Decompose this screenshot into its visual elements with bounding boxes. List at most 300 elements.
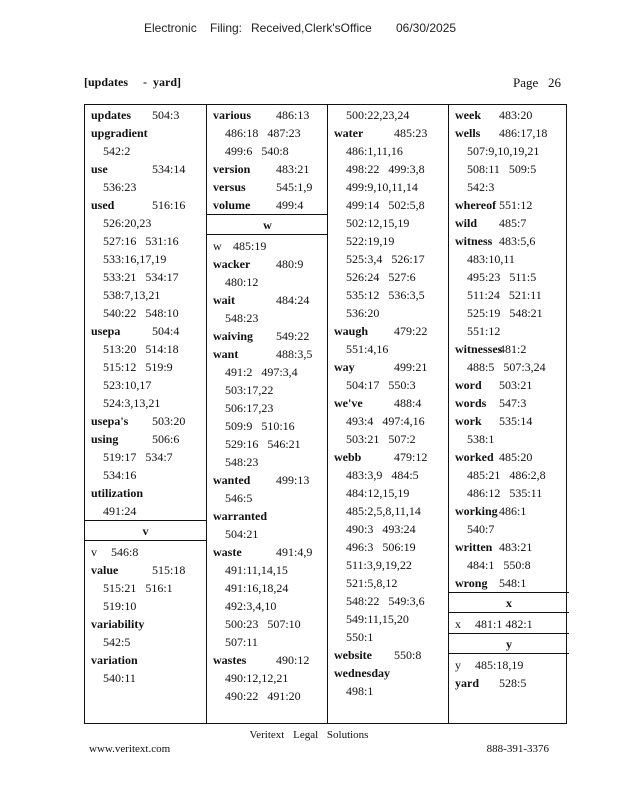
- index-reference: 525:19 548:21: [467, 306, 543, 320]
- index-reference: 511:24 521:11: [467, 288, 542, 302]
- index-entry: [207, 195, 328, 213]
- index-term: wrong: [455, 576, 488, 590]
- index-entry: [207, 632, 328, 650]
- index-entry: [449, 555, 569, 573]
- index-entry: [328, 555, 449, 573]
- index-term: versus: [213, 180, 246, 194]
- index-reference: 490:12,12,21: [225, 671, 289, 685]
- index-reference: 484:1 550:8: [467, 558, 531, 572]
- index-entry: [85, 483, 206, 501]
- index-term: webb: [334, 450, 362, 464]
- index-reference: 546:8: [111, 545, 139, 559]
- index-reference: 483:10,11: [467, 252, 515, 266]
- index-reference: 496:3 506:19: [346, 540, 416, 554]
- index-reference: 521:5,8,12: [346, 576, 398, 590]
- index-entry: [207, 686, 328, 704]
- index-entry: [207, 123, 328, 141]
- index-reference: 527:16 531:16: [103, 234, 179, 248]
- index-entry: [85, 542, 206, 560]
- index-reference: 516:16: [152, 198, 186, 212]
- index-entry: [207, 488, 328, 506]
- index-reference: 533:21 534:17: [103, 270, 179, 284]
- index-entry: [85, 141, 206, 159]
- index-entry: [85, 177, 206, 195]
- index-entry: [85, 213, 206, 231]
- index-reference: 499:9,10,11,14: [346, 180, 418, 194]
- index-entry: [207, 596, 328, 614]
- index-term: utilization: [91, 486, 144, 500]
- index-reference: 483:21: [276, 162, 310, 176]
- index-term: want: [213, 347, 239, 361]
- index-term: wait: [213, 293, 235, 307]
- index-term: way: [334, 360, 355, 374]
- index-term: website: [334, 648, 372, 662]
- index-term: word: [455, 378, 482, 392]
- index-entry: [449, 411, 569, 429]
- index-entry: [449, 429, 569, 447]
- index-entry: [328, 105, 449, 123]
- index-entry: [85, 285, 206, 303]
- index-entry: [449, 267, 569, 285]
- index-entry: [85, 411, 206, 429]
- index-entry: [449, 614, 569, 632]
- index-entry: [449, 141, 569, 159]
- index-entry: [207, 159, 328, 177]
- index-reference: 486:1,11,16: [346, 144, 403, 158]
- index-reference: 545:1,9: [276, 180, 313, 194]
- index-entry: [328, 393, 449, 411]
- index-entry: [207, 560, 328, 578]
- index-reference: 480:9: [276, 257, 304, 271]
- index-term: whereof: [455, 198, 497, 212]
- filing-electronic: Electronic: [144, 21, 197, 35]
- index-term: wild: [455, 216, 478, 230]
- index-reference: 490:22 491:20: [225, 689, 301, 703]
- index-reference: 549:11,15,20: [346, 612, 409, 626]
- index-entry: [207, 141, 328, 159]
- index-reference: 540:7: [467, 522, 495, 536]
- index-entry: [85, 267, 206, 285]
- index-term: usepa: [91, 324, 121, 338]
- index-reference: 515:18: [152, 563, 186, 577]
- index-entry: [328, 465, 449, 483]
- index-reference: 504:4: [152, 324, 180, 338]
- index-reference: 529:16 546:21: [225, 437, 301, 451]
- footer-company: Veritext Legal Solutions: [249, 729, 369, 741]
- index-reference: 526:24 527:6: [346, 270, 416, 284]
- index-entry: [328, 501, 449, 519]
- index-entry: [449, 231, 569, 249]
- index-entry: [207, 254, 328, 272]
- index-entry: [85, 105, 206, 123]
- index-entry: [85, 123, 206, 141]
- index-entry: [85, 650, 206, 668]
- page-number: Page 26: [513, 75, 562, 90]
- index-term: words: [455, 396, 487, 410]
- index-reference: 485:21 486:2,8: [467, 468, 546, 482]
- index-entry: [85, 429, 206, 447]
- index-entry: [85, 560, 206, 578]
- index-entry: [449, 447, 569, 465]
- index-reference: 492:3,4,10: [225, 599, 277, 613]
- index-entry: [449, 537, 569, 555]
- index-entry: [328, 645, 449, 663]
- index-entry: [328, 447, 449, 465]
- index-entry: [85, 501, 206, 519]
- index-entry: [85, 249, 206, 267]
- index-entry: [449, 393, 569, 411]
- index-reference: 485:2,5,8,11,14: [346, 504, 421, 518]
- index-entry: [207, 308, 328, 326]
- index-column-1: [85, 105, 206, 723]
- index-entry: [328, 249, 449, 267]
- index-entry: [85, 375, 206, 393]
- index-entry: [207, 362, 328, 380]
- index-term: use: [91, 162, 108, 176]
- index-reference: 479:22: [394, 324, 428, 338]
- filing-label: Filing:: [210, 21, 243, 35]
- index-reference: 506:17,23: [225, 401, 274, 415]
- index-entry: [449, 177, 569, 195]
- index-entry: [449, 655, 569, 673]
- index-reference: 524:3,13,21: [103, 396, 161, 410]
- index-entry: [207, 524, 328, 542]
- index-entry: [328, 537, 449, 555]
- index-entry: [207, 614, 328, 632]
- index-reference: 499:13: [276, 473, 310, 487]
- index-reference: 486:12 535:11: [467, 486, 543, 500]
- index-reference: 490:3 493:24: [346, 522, 416, 536]
- index-reference: 485:23: [394, 126, 428, 140]
- index-entry: [328, 285, 449, 303]
- index-entry: [207, 398, 328, 416]
- index-term: wastes: [213, 653, 247, 667]
- index-reference: 490:12: [276, 653, 310, 667]
- index-entry: [449, 501, 569, 519]
- index-term: waiving: [213, 329, 254, 343]
- index-entry: [449, 213, 569, 231]
- index-term: value: [91, 563, 119, 577]
- index-reference: 523:10,17: [103, 378, 152, 392]
- index-reference: 503:20: [152, 414, 186, 428]
- index-entry: [449, 123, 569, 141]
- index-reference: 508:11 509:5: [467, 162, 537, 176]
- index-term: warranted: [213, 509, 267, 523]
- index-term: v: [91, 545, 97, 559]
- index-entry: [207, 650, 328, 668]
- index-entry: [85, 614, 206, 632]
- index-reference: 488:4: [394, 396, 422, 410]
- index-entry: [85, 321, 206, 339]
- index-reference: 551:4,16: [346, 342, 389, 356]
- index-reference: 506:6: [152, 432, 180, 446]
- index-reference: 504:17 550:3: [346, 378, 416, 392]
- index-reference: 499:4: [276, 198, 304, 212]
- index-reference: 504:3: [152, 108, 180, 122]
- index-reference: 488:3,5: [276, 347, 313, 361]
- index-reference: 491:11,14,15: [225, 563, 288, 577]
- index-reference: 483:5,6: [499, 234, 536, 248]
- index-reference: 535:14: [499, 414, 533, 428]
- index-reference: 533:16,17,19: [103, 252, 167, 266]
- index-reference: 486:17,18: [499, 126, 548, 140]
- index-reference: 498:1: [346, 684, 374, 698]
- index-entry: [449, 285, 569, 303]
- index-column-3: [327, 105, 449, 723]
- index-reference: 528:5: [499, 676, 527, 690]
- index-reference: 495:23 511:5: [467, 270, 537, 284]
- index-reference: 515:21 516:1: [103, 581, 173, 595]
- index-term: version: [213, 162, 251, 176]
- index-entry: [85, 159, 206, 177]
- index-reference: 483:3,9 484:5: [346, 468, 419, 482]
- index-reference: 536:20: [346, 306, 380, 320]
- letter-divider: v: [85, 520, 206, 541]
- index-entry: [85, 231, 206, 249]
- index-entry: [328, 357, 449, 375]
- index-term: working: [455, 504, 498, 518]
- index-entry: [207, 380, 328, 398]
- index-reference: 548:22 549:3,6: [346, 594, 425, 608]
- index-entry: [85, 465, 206, 483]
- index-entry: [449, 357, 569, 375]
- index-entry: [85, 632, 206, 650]
- index-term: water: [334, 126, 364, 140]
- index-entry: [449, 105, 569, 123]
- index-reference: 542:3: [467, 180, 495, 194]
- index-reference: 507:9,10,19,21: [467, 144, 540, 158]
- index-reference: 491:4,9: [276, 545, 313, 559]
- index-term: yard: [455, 676, 479, 690]
- index-entry: [328, 123, 449, 141]
- index-entry: [328, 267, 449, 285]
- letter-divider: w: [207, 214, 328, 235]
- index-reference: 491:24: [103, 504, 137, 518]
- index-entry: [449, 465, 569, 483]
- index-entry: [328, 195, 449, 213]
- index-reference: 536:23: [103, 180, 137, 194]
- index-reference: 503:17,22: [225, 383, 274, 397]
- index-reference: 546:5: [225, 491, 253, 505]
- index-entry: [449, 321, 569, 339]
- index-entry: [328, 627, 449, 645]
- index-term: variation: [91, 653, 138, 667]
- index-reference: 481:1 482:1: [475, 617, 533, 631]
- index-reference: 479:12: [394, 450, 428, 464]
- index-reference: 507:11: [225, 635, 258, 649]
- index-entry: [449, 339, 569, 357]
- word-index-table: [84, 104, 567, 724]
- index-entry: [328, 339, 449, 357]
- index-reference: 542:5: [103, 635, 131, 649]
- index-term: waugh: [334, 324, 369, 338]
- index-reference: 503:21 507:2: [346, 432, 416, 446]
- index-reference: 480:12: [225, 275, 259, 289]
- index-reference: 500:23 507:10: [225, 617, 301, 631]
- index-reference: 499:6 540:8: [225, 144, 289, 158]
- index-entry: [207, 272, 328, 290]
- index-entry: [449, 303, 569, 321]
- index-reference: 534:14: [152, 162, 186, 176]
- index-reference: 548:23: [225, 455, 259, 469]
- index-range: [updates - yard]: [84, 75, 182, 89]
- index-entry: [328, 411, 449, 429]
- index-term: worked: [455, 450, 494, 464]
- index-reference: 491:2 497:3,4: [225, 365, 298, 379]
- index-reference: 535:12 536:3,5: [346, 288, 425, 302]
- index-entry: [328, 375, 449, 393]
- index-reference: 483:21: [499, 540, 533, 554]
- index-reference: 486:13: [276, 108, 310, 122]
- letter-divider: y: [449, 633, 569, 654]
- index-term: waste: [213, 545, 242, 559]
- index-reference: 550:8: [394, 648, 422, 662]
- index-entry: [207, 434, 328, 452]
- index-term: we've: [334, 396, 363, 410]
- index-reference: 503:21: [499, 378, 533, 392]
- index-entry: [328, 429, 449, 447]
- index-term: usepa's: [91, 414, 129, 428]
- index-entry: [207, 452, 328, 470]
- index-entry: [328, 609, 449, 627]
- index-reference: 486:18 487:23: [225, 126, 301, 140]
- index-reference: 540:11: [103, 671, 136, 685]
- index-reference: 509:9 510:16: [225, 419, 295, 433]
- index-reference: 513:20 514:18: [103, 342, 179, 356]
- index-entry: [328, 591, 449, 609]
- index-reference: 481:2: [499, 342, 527, 356]
- index-entry: [207, 542, 328, 560]
- index-reference: 538:1: [467, 432, 495, 446]
- index-entry: [207, 506, 328, 524]
- index-entry: [85, 357, 206, 375]
- index-reference: 551:12: [467, 324, 501, 338]
- index-reference: 500:22,23,24: [346, 108, 410, 122]
- index-reference: 504:21: [225, 527, 259, 541]
- index-entry: [85, 668, 206, 686]
- index-term: upgradient: [91, 126, 148, 140]
- index-term: w: [213, 239, 222, 253]
- index-reference: 486:1: [499, 504, 527, 518]
- index-reference: 551:12: [499, 198, 533, 212]
- index-entry: [449, 673, 569, 691]
- footer-website: www.veritext.com: [89, 743, 171, 755]
- index-reference: 549:22: [276, 329, 310, 343]
- index-entry: [207, 290, 328, 308]
- index-reference: 550:1: [346, 630, 374, 644]
- index-term: wells: [455, 126, 481, 140]
- index-term: wanted: [213, 473, 251, 487]
- index-term: wacker: [213, 257, 251, 271]
- index-reference: 498:22 499:3,8: [346, 162, 425, 176]
- index-entry: [328, 573, 449, 591]
- index-reference: 485:19: [233, 239, 267, 253]
- index-entry: [85, 596, 206, 614]
- index-reference: 525:3,4 526:17: [346, 252, 425, 266]
- index-entry: [328, 231, 449, 249]
- index-entry: [449, 249, 569, 267]
- index-entry: [207, 177, 328, 195]
- index-entry: [85, 303, 206, 321]
- index-reference: 522:19,19: [346, 234, 395, 248]
- index-entry: [85, 339, 206, 357]
- index-reference: 485:18,19: [475, 658, 524, 672]
- index-reference: 488:5 507:3,24: [467, 360, 546, 374]
- index-reference: 547:3: [499, 396, 527, 410]
- index-entry: [449, 159, 569, 177]
- index-entry: [449, 519, 569, 537]
- index-term: witness: [455, 234, 493, 248]
- index-reference: 548:23: [225, 311, 259, 325]
- letter-divider: x: [449, 592, 569, 613]
- index-term: used: [91, 198, 115, 212]
- index-reference: 499:21: [394, 360, 428, 374]
- index-reference: 515:12 519:9: [103, 360, 173, 374]
- index-entry: [207, 326, 328, 344]
- index-entry: [85, 195, 206, 213]
- index-term: week: [455, 108, 481, 122]
- index-entry: [85, 578, 206, 596]
- filing-received: Received,Clerk'sOffice: [251, 21, 372, 35]
- index-term: using: [91, 432, 119, 446]
- index-entry: [328, 321, 449, 339]
- index-entry: [207, 344, 328, 362]
- index-reference: 499:14 502:5,8: [346, 198, 425, 212]
- index-entry: [85, 447, 206, 465]
- index-term: written: [455, 540, 493, 554]
- index-term: updates: [91, 108, 132, 122]
- index-entry: [328, 519, 449, 537]
- index-reference: 540:22 548:10: [103, 306, 179, 320]
- index-entry: [449, 195, 569, 213]
- index-reference: 534:16: [103, 468, 137, 482]
- index-reference: 538:7,13,21: [103, 288, 161, 302]
- index-reference: 542:2: [103, 144, 131, 158]
- index-entry: [328, 681, 449, 699]
- index-term: work: [455, 414, 482, 428]
- index-entry: [207, 578, 328, 596]
- index-term: witnesses: [455, 342, 503, 356]
- filing-date: 06/30/2025: [396, 21, 457, 35]
- index-entry: [207, 668, 328, 686]
- index-reference: 548:1: [499, 576, 527, 590]
- index-reference: 484:24: [276, 293, 310, 307]
- index-entry: [328, 177, 449, 195]
- index-entry: [207, 470, 328, 488]
- index-reference: 493:4 497:4,16: [346, 414, 425, 428]
- index-reference: 491:16,18,24: [225, 581, 289, 595]
- index-reference: 519:17 534:7: [103, 450, 173, 464]
- index-reference: 511:3,9,19,22: [346, 558, 412, 572]
- index-reference: 485:7: [499, 216, 527, 230]
- index-entry: [207, 105, 328, 123]
- index-entry: [328, 159, 449, 177]
- index-term: x: [455, 617, 461, 631]
- index-term: variability: [91, 617, 145, 631]
- index-reference: 483:20: [499, 108, 533, 122]
- index-column-2: [206, 105, 328, 723]
- index-entry: [207, 236, 328, 254]
- index-entry: [328, 141, 449, 159]
- index-entry: [328, 483, 449, 501]
- index-term: various: [213, 108, 252, 122]
- index-term: y: [455, 658, 461, 672]
- index-reference: 484:12,15,19: [346, 486, 410, 500]
- index-entry: [449, 573, 569, 591]
- index-entry: [449, 375, 569, 393]
- index-reference: 485:20: [499, 450, 533, 464]
- index-reference: 519:10: [103, 599, 137, 613]
